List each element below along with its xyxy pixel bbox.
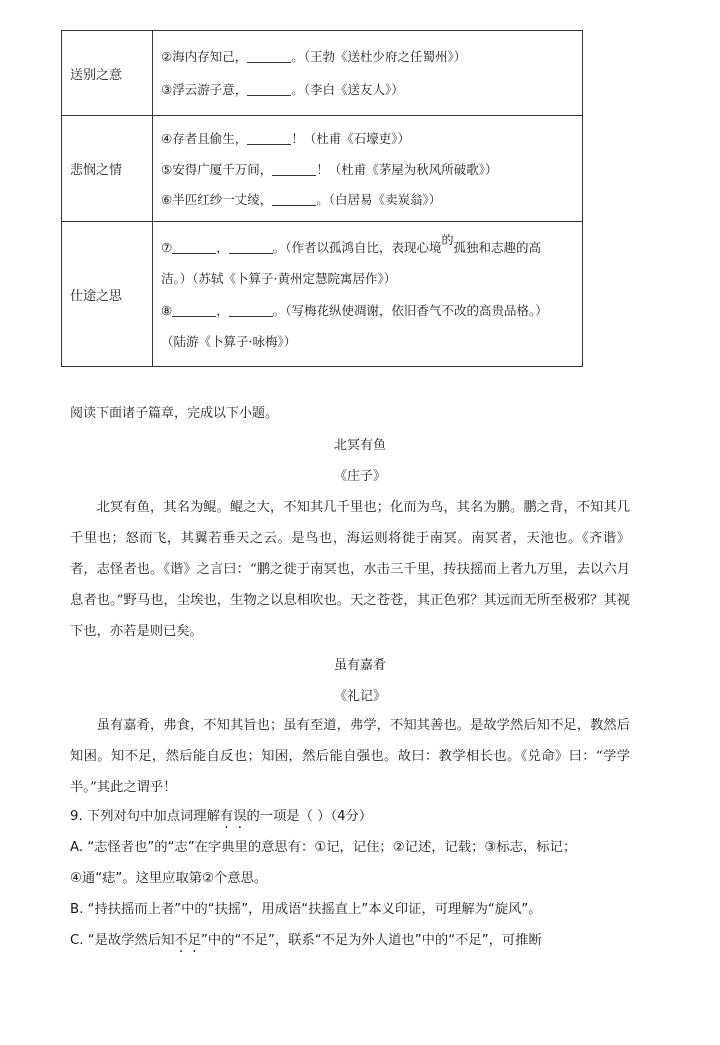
category-cell: 送别之意 [62, 31, 153, 116]
fill-line-cont: 洁。）（苏轼《卜算子·黄州定慧院寓居作》） [161, 271, 397, 286]
fill-line: ⑧ ， 。（写梅花纵使凋谢，依旧香气不改的高贵品格。） [161, 303, 548, 318]
option-b: B. “持扶摇而上者”中的“扶摇”，用成语“扶摇直上”本义印证，可理解为“旋风”。 [70, 902, 542, 917]
table-row [62, 222, 583, 367]
answer-blank [172, 239, 216, 254]
answer-blank [172, 302, 216, 317]
passage-text: 虽有嘉肴，弗食，不知其旨也；虽有至道，弗学，不知其善也。是故学然后知不足，教然后知困。知不足，然后能自反也；知困，然后能自强也。故曰：教学相长也。《兑命》曰：“学学半。”其此之谓乎！ [70, 718, 630, 795]
reading-intro: 阅读下面诸子篇章，完成以下小题。 [70, 406, 279, 421]
fill-line: ⑥半匹红纱一丈绫， 。（白居易《卖炭翁》） [161, 192, 442, 207]
passage-title: 虽有嘉肴 [333, 658, 386, 673]
category-cell: 悲悯之情 [62, 116, 153, 222]
answer-blank [247, 81, 291, 96]
answer-blank [247, 48, 291, 63]
emphasis-dot: 误 [233, 809, 247, 824]
question-stem: 9. 下列对句中加点词理解有误的一项是（ ）（4分） [70, 809, 373, 824]
table-row [62, 31, 583, 116]
passage-source: 《庄子》 [333, 469, 386, 484]
fill-line: ⑤安得广厦千万间， ！（杜甫《茅屋为秋风所破歌》） [161, 162, 498, 177]
emphasis-dot: 足 [187, 933, 202, 948]
answer-blank [247, 130, 291, 145]
option-c: C. “是故学然后知不足”中的“不足”，联系“不足为外人道也”中的“不足”，可推断 [70, 933, 542, 948]
fill-line: ③浮云游子意， 。（李白《送友人》） [161, 82, 404, 97]
category-cell: 仕途之思 [62, 222, 153, 367]
answer-blank [272, 161, 316, 176]
fill-line-cont: （陆游《卜算子·咏梅》） [161, 334, 297, 349]
poetry-table [61, 30, 583, 367]
table-row [62, 116, 583, 222]
fill-line: ④存者且偷生， ！（杜甫《石壕吏》） [161, 131, 410, 146]
passage-source: 《礼记》 [333, 689, 386, 704]
emphasis-dot: 有 [219, 809, 234, 824]
answer-blank [272, 191, 316, 206]
fill-line: ②海内存知己， 。（王勃《送杜少府之任蜀州》） [161, 49, 467, 64]
emphasis-dot: 不 [174, 933, 188, 948]
passage-title: 北冥有鱼 [333, 438, 386, 453]
content-cell [153, 116, 583, 222]
content-cell [153, 222, 583, 367]
answer-blank [229, 239, 273, 254]
passage-text: 北冥有鱼，其名为鲲。鲲之大，不知其几千里也；化而为鸟，其名为鹏。鹏之背，不知其几千里也；怒而飞，其翼若垂天之云。是鸟也，海运则将徙于南冥。南冥者，天池也。《齐谐》者，志怪者也。《谐》之言曰：“鹏之徙于南冥也，水击三千里，抟扶摇而上者九万里，去以六月息者也。”野马也，尘埃也，生物之以息相吹也。天之苍苍，其正色邪？其远而无所至极邪？其视下也，亦若是则已矣。 [70, 500, 630, 639]
fill-line: ⑦ ， 。（作者以孤鸿自比，表现心境的孤独和志趣的高 [161, 233, 542, 255]
content-cell [153, 31, 583, 116]
option-a: A. “志怪者也”的“志”在字典里的意思有：①记，记住；②记述，记载；③标志，标记； ④通“痣”。这里应取第②个意思。 [70, 840, 577, 886]
answer-blank [229, 302, 273, 317]
